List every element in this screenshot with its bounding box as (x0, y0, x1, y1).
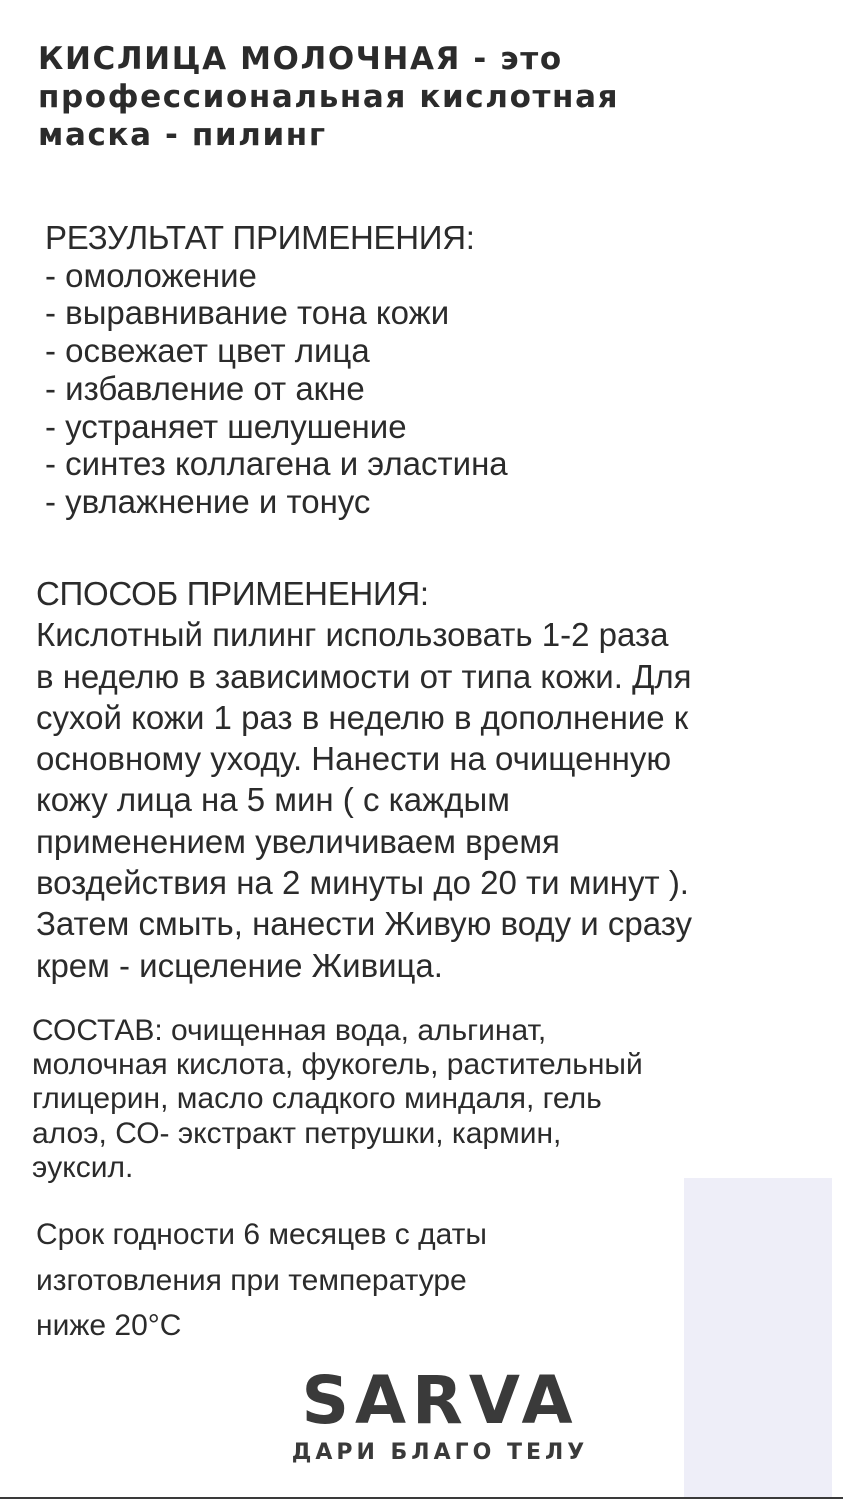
decorative-side-panel (684, 1178, 832, 1497)
title-line: профессиональная кислотная (38, 79, 620, 115)
composition-text-line: молочная кислота, фукогель, растительный (32, 1048, 643, 1082)
title-line: КИСЛИЦА МОЛОЧНАЯ - это (38, 41, 563, 77)
shelf-life-section (36, 1212, 676, 1349)
composition-text-line: алоэ, СО- экстракт петрушки, кармин, (32, 1116, 562, 1150)
usage-text-line: воздействия на 2 минуты до 20 ти минут ). (36, 864, 689, 902)
usage-text-line: применением увеличиваем время (36, 822, 560, 860)
brand-logo (280, 1362, 600, 1466)
list-item: - выравнивание тона кожи (45, 294, 450, 332)
shelf-life-text-line: ниже 20°С (36, 1309, 182, 1342)
list-item: - омоложение (45, 256, 257, 294)
results-heading: РЕЗУЛЬТАТ ПРИМЕНЕНИЯ: (45, 219, 475, 256)
usage-text-line: крем - исцеление Живица. (36, 946, 443, 984)
usage-text-line: сухой кожи 1 раз в неделю в дополнение к (36, 698, 689, 736)
usage-section (36, 573, 826, 986)
title-line: маска - пилинг (38, 117, 327, 153)
product-title (38, 40, 798, 154)
usage-text-line: основному уходу. Нанести на очищенную (36, 740, 672, 778)
shelf-life-text-line: Срок годности 6 месяцев с даты (36, 1218, 487, 1251)
usage-text-line: Кислотный пилинг использовать 1-2 раза (36, 616, 669, 654)
brand-tagline: ДАРИ БЛАГО ТЕЛУ (291, 1440, 589, 1465)
list-item: - избавление от акне (45, 369, 365, 407)
list-item: - устраняет шелушение (45, 407, 407, 445)
composition-section (32, 1014, 812, 1185)
shelf-life-text-line: изготовления при температуре (36, 1263, 467, 1297)
results-list (45, 257, 805, 521)
list-item: - освежает цвет лица (45, 332, 370, 370)
composition-text-line: глицерин, масло сладкого миндаля, гель (32, 1082, 602, 1116)
usage-text-line: Затем смыть, нанести Живую воду и сразу (36, 905, 692, 943)
composition-text-line: СОСТАВ: очищенная вода, альгинат, (32, 1014, 547, 1047)
usage-heading: СПОСОБ ПРИМЕНЕНИЯ: (36, 575, 429, 612)
results-section (45, 219, 805, 521)
list-item: - увлажнение и тонус (45, 482, 371, 520)
composition-text-line: эуксил. (32, 1150, 134, 1184)
usage-text-line: кожу лица на 5 мин ( с каждым (36, 781, 510, 819)
brand-name: SARVA (301, 1362, 579, 1439)
usage-text-line: в неделю в зависимости от типа кожи. Для (36, 657, 692, 695)
list-item: - синтез коллагена и эластина (45, 445, 508, 483)
